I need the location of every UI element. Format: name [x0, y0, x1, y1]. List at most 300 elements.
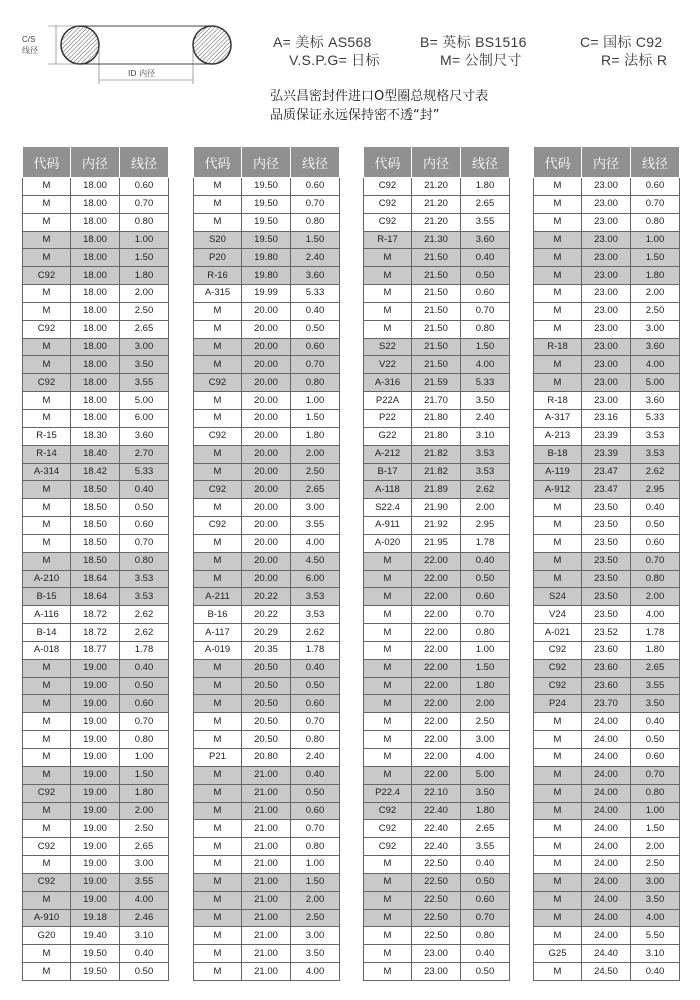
id-cell: 22.00	[412, 766, 461, 784]
table-row	[194, 374, 340, 392]
table-row	[23, 427, 169, 445]
id-cell: 21.92	[412, 517, 461, 535]
code-cell: A-211	[194, 588, 242, 606]
table-row	[534, 963, 680, 981]
id-cell: 19.00	[71, 873, 120, 891]
table-row	[194, 481, 340, 499]
table-row	[534, 695, 680, 713]
cs-cell: 1.80	[631, 267, 680, 285]
id-cell: 18.72	[71, 606, 120, 624]
table-row	[364, 838, 510, 856]
code-cell: M	[364, 749, 412, 767]
id-cell: 24.00	[582, 766, 631, 784]
cs-cell: 0.60	[291, 178, 340, 196]
code-cell: A-910	[23, 909, 71, 927]
id-cell: 18.00	[71, 178, 120, 196]
cs-cell: 2.00	[631, 588, 680, 606]
code-cell: M	[194, 534, 242, 552]
id-cell: 23.00	[582, 178, 631, 196]
table-row	[23, 267, 169, 285]
table-row	[194, 392, 340, 410]
id-cell: 24.00	[582, 784, 631, 802]
code-cell: M	[194, 463, 242, 481]
table-row	[194, 731, 340, 749]
code-cell: S20	[194, 231, 242, 249]
code-cell: M	[194, 677, 242, 695]
table-row	[364, 267, 510, 285]
cs-cell: 2.62	[631, 463, 680, 481]
table-row	[23, 356, 169, 374]
id-cell: 19.00	[71, 784, 120, 802]
cs-cell: 5.33	[631, 409, 680, 427]
cs-cell: 0.40	[120, 945, 169, 963]
cs-cell: 1.78	[631, 624, 680, 642]
table-row	[23, 766, 169, 784]
id-cell: 23.00	[582, 285, 631, 303]
column-header: 线径	[631, 147, 680, 178]
id-cell: 18.72	[71, 624, 120, 642]
table-row	[23, 392, 169, 410]
cs-cell: 3.00	[461, 731, 510, 749]
code-cell: M	[23, 891, 71, 909]
cs-cell: 5.00	[461, 766, 510, 784]
id-cell: 23.50	[582, 606, 631, 624]
code-cell: R-17	[364, 231, 412, 249]
cs-cell: 0.70	[291, 356, 340, 374]
table-row	[194, 231, 340, 249]
table-row	[534, 552, 680, 570]
code-cell: M	[364, 945, 412, 963]
cs-cell: 0.60	[631, 178, 680, 196]
id-cell: 20.22	[242, 606, 291, 624]
code-cell: M	[534, 213, 582, 231]
code-cell: M	[534, 195, 582, 213]
spec-table-1	[22, 146, 169, 981]
table-row	[364, 695, 510, 713]
cs-cell: 1.00	[291, 856, 340, 874]
cs-cell: 1.00	[120, 749, 169, 767]
cs-cell: 2.50	[631, 856, 680, 874]
table-row	[23, 820, 169, 838]
id-cell: 21.70	[412, 392, 461, 410]
id-cell: 22.00	[412, 606, 461, 624]
cs-cell: 3.55	[631, 677, 680, 695]
table-row	[194, 463, 340, 481]
code-cell: S22.4	[364, 499, 412, 517]
id-cell: 23.00	[582, 320, 631, 338]
id-cell: 20.00	[242, 320, 291, 338]
code-cell: C92	[534, 641, 582, 659]
table-row	[194, 909, 340, 927]
table-row	[23, 195, 169, 213]
code-cell: M	[194, 909, 242, 927]
table-row	[194, 445, 340, 463]
table-row	[534, 570, 680, 588]
table-row	[534, 802, 680, 820]
cs-cell: 0.70	[291, 195, 340, 213]
id-cell: 19.50	[242, 178, 291, 196]
cs-cell: 4.00	[291, 534, 340, 552]
table-row	[364, 749, 510, 767]
cs-cell: 1.50	[291, 231, 340, 249]
cs-cell: 0.50	[631, 731, 680, 749]
table-row	[364, 891, 510, 909]
code-cell: M	[23, 392, 71, 410]
id-cell: 24.00	[582, 802, 631, 820]
code-cell: C92	[364, 820, 412, 838]
code-cell: M	[364, 677, 412, 695]
id-cell: 22.40	[412, 802, 461, 820]
id-cell: 18.00	[71, 392, 120, 410]
cs-label: C/S	[22, 35, 36, 44]
id-cell: 18.00	[71, 285, 120, 303]
cs-cell: 1.80	[461, 178, 510, 196]
code-cell: M	[194, 409, 242, 427]
cs-cell: 3.10	[461, 427, 510, 445]
table-row	[534, 285, 680, 303]
id-cell: 21.00	[242, 766, 291, 784]
code-cell: M	[534, 873, 582, 891]
cs-cell: 0.50	[461, 963, 510, 981]
table-row	[23, 178, 169, 196]
table-row	[23, 285, 169, 303]
id-cell: 21.90	[412, 499, 461, 517]
id-cell: 19.00	[71, 677, 120, 695]
id-cell: 19.80	[242, 267, 291, 285]
id-cell: 21.59	[412, 374, 461, 392]
id-cell: 22.50	[412, 909, 461, 927]
code-cell: M	[194, 731, 242, 749]
id-cell: 24.00	[582, 820, 631, 838]
cs-cell: 2.40	[461, 409, 510, 427]
code-cell: S24	[534, 588, 582, 606]
code-cell: M	[194, 945, 242, 963]
code-cell: M	[194, 570, 242, 588]
id-cell: 20.00	[242, 463, 291, 481]
table-row	[23, 784, 169, 802]
id-cell: 18.40	[71, 445, 120, 463]
cs-cell: 5.33	[291, 285, 340, 303]
table-row	[364, 713, 510, 731]
table-row	[534, 499, 680, 517]
table-row	[364, 606, 510, 624]
id-cell: 22.00	[412, 695, 461, 713]
id-cell: 18.00	[71, 195, 120, 213]
cs-cell: 2.40	[291, 749, 340, 767]
code-cell: M	[364, 695, 412, 713]
id-cell: 22.50	[412, 891, 461, 909]
table-row	[534, 392, 680, 410]
cs-cell: 3.60	[631, 338, 680, 356]
code-cell: M	[534, 302, 582, 320]
code-cell: M	[23, 231, 71, 249]
table-row	[534, 517, 680, 535]
table-row	[194, 356, 340, 374]
subtitle-line1: 弘兴昌密封件进口O型圈总规格尺寸表	[270, 89, 489, 104]
cs-cell: 0.40	[631, 963, 680, 981]
code-cell: M	[194, 356, 242, 374]
table-row	[534, 463, 680, 481]
table-row	[364, 499, 510, 517]
table-row	[194, 802, 340, 820]
cs-cell: 2.00	[631, 285, 680, 303]
cs-cell: 0.40	[461, 945, 510, 963]
table-row	[23, 213, 169, 231]
id-cell: 21.00	[242, 856, 291, 874]
code-cell: M	[534, 374, 582, 392]
id-cell: 20.80	[242, 749, 291, 767]
table-row	[534, 659, 680, 677]
id-cell: 18.00	[71, 409, 120, 427]
code-cell: M	[364, 766, 412, 784]
id-cell: 19.80	[242, 249, 291, 267]
code-cell: M	[534, 784, 582, 802]
id-cell: 23.60	[582, 677, 631, 695]
id-cell: 21.00	[242, 963, 291, 981]
table-row	[23, 338, 169, 356]
id-cell: 23.50	[582, 517, 631, 535]
table-row	[364, 731, 510, 749]
code-cell: B-14	[23, 624, 71, 642]
code-cell: R-15	[23, 427, 71, 445]
table-row	[364, 909, 510, 927]
code-cell: M	[23, 249, 71, 267]
cs-cell: 2.50	[120, 302, 169, 320]
table-row	[534, 427, 680, 445]
table-row	[364, 641, 510, 659]
cs-cell: 3.50	[631, 695, 680, 713]
cs-cell: 0.80	[461, 320, 510, 338]
id-cell: 19.50	[71, 963, 120, 981]
table-row	[534, 445, 680, 463]
table-row	[23, 231, 169, 249]
table-header	[364, 147, 510, 178]
id-cell: 23.70	[582, 695, 631, 713]
id-cell: 23.00	[582, 213, 631, 231]
table-row	[194, 409, 340, 427]
code-cell: M	[23, 517, 71, 535]
id-cell: 21.50	[412, 320, 461, 338]
cs-cell: 3.00	[120, 856, 169, 874]
cs-cell: 0.70	[120, 713, 169, 731]
cs-cell: 4.00	[120, 891, 169, 909]
table-header	[534, 147, 680, 178]
id-cell: 24.00	[582, 838, 631, 856]
id-cell: 19.00	[71, 659, 120, 677]
code-cell: M	[534, 856, 582, 874]
code-cell: M	[194, 873, 242, 891]
code-cell: M	[23, 534, 71, 552]
cs-cell: 1.50	[120, 249, 169, 267]
id-cell: 24.40	[582, 945, 631, 963]
id-cell: 23.00	[582, 231, 631, 249]
table-row	[364, 338, 510, 356]
cs-cell: 3.53	[631, 427, 680, 445]
code-cell: V22	[364, 356, 412, 374]
cs-cell: 3.00	[291, 499, 340, 517]
table-row	[194, 320, 340, 338]
table-row	[194, 624, 340, 642]
id-cell: 20.00	[242, 552, 291, 570]
code-cell: M	[364, 249, 412, 267]
code-cell: M	[364, 659, 412, 677]
table-row	[364, 945, 510, 963]
code-cell: M	[194, 195, 242, 213]
column-header: 内径	[71, 147, 120, 178]
legend-r: R= 法标 R	[601, 52, 668, 68]
table-row	[534, 856, 680, 874]
code-cell: M	[364, 606, 412, 624]
table-row	[534, 909, 680, 927]
table-row	[534, 945, 680, 963]
id-cell: 21.50	[412, 267, 461, 285]
table-row	[194, 517, 340, 535]
cs-cell: 2.50	[461, 713, 510, 731]
cs-cell: 2.00	[120, 285, 169, 303]
cs-cell: 0.40	[461, 249, 510, 267]
code-cell: M	[23, 677, 71, 695]
table-row	[23, 856, 169, 874]
id-cell: 20.00	[242, 517, 291, 535]
code-cell: C92	[23, 873, 71, 891]
column-header: 线径	[461, 147, 510, 178]
code-cell: M	[364, 285, 412, 303]
id-cell: 24.00	[582, 856, 631, 874]
code-cell: M	[364, 891, 412, 909]
legend-c: C= 国标 C92	[580, 34, 663, 50]
id-cell: 21.80	[412, 427, 461, 445]
cs-cell: 0.70	[461, 606, 510, 624]
code-cell: M	[194, 178, 242, 196]
cs-cell: 1.80	[120, 267, 169, 285]
table-row	[364, 231, 510, 249]
cs-cell: 1.00	[120, 231, 169, 249]
id-cell: 20.00	[242, 338, 291, 356]
id-cell: 24.00	[582, 713, 631, 731]
cs-cell: 2.00	[461, 499, 510, 517]
table-row	[534, 641, 680, 659]
table-row	[23, 945, 169, 963]
table-row	[364, 213, 510, 231]
code-cell: M	[534, 731, 582, 749]
id-cell: 22.00	[412, 624, 461, 642]
code-cell: A-316	[364, 374, 412, 392]
table-row	[194, 695, 340, 713]
cs-cell: 0.70	[291, 713, 340, 731]
cs-cell: 3.55	[291, 517, 340, 535]
cs-cell: 0.60	[291, 695, 340, 713]
id-cell: 21.00	[242, 838, 291, 856]
id-cell: 20.00	[242, 570, 291, 588]
table-row	[23, 249, 169, 267]
table-row	[194, 927, 340, 945]
table-row	[534, 891, 680, 909]
table-row	[194, 427, 340, 445]
table-row	[23, 731, 169, 749]
table-row	[194, 963, 340, 981]
table-row	[23, 499, 169, 517]
id-cell: 23.00	[412, 963, 461, 981]
cs-cell: 2.46	[120, 909, 169, 927]
id-cell: 24.50	[582, 963, 631, 981]
table-row	[364, 249, 510, 267]
table-row	[364, 481, 510, 499]
table-row	[534, 356, 680, 374]
code-cell: M	[534, 891, 582, 909]
cs-cell: 0.80	[120, 213, 169, 231]
code-cell: M	[23, 552, 71, 570]
code-cell: M	[194, 338, 242, 356]
id-cell: 21.50	[412, 249, 461, 267]
code-cell: M	[534, 909, 582, 927]
id-cell: 23.60	[582, 641, 631, 659]
cs-cell: 3.50	[291, 945, 340, 963]
cs-cell: 0.40	[120, 659, 169, 677]
table-row	[364, 302, 510, 320]
code-cell: M	[194, 320, 242, 338]
cs-cell: 3.60	[631, 392, 680, 410]
code-cell: M	[534, 534, 582, 552]
column-header: 线径	[120, 147, 169, 178]
cs-cell: 1.50	[291, 409, 340, 427]
code-cell: P22A	[364, 392, 412, 410]
cs-cell: 0.60	[120, 695, 169, 713]
cs-cell: 1.78	[461, 534, 510, 552]
code-cell: R-16	[194, 267, 242, 285]
cs-cell: 0.80	[291, 731, 340, 749]
id-cell: 19.50	[242, 213, 291, 231]
cs-cell: 4.00	[631, 606, 680, 624]
id-cell: 19.00	[71, 731, 120, 749]
cs-cell: 3.00	[631, 320, 680, 338]
legend-b: B= 英标 BS1516	[420, 34, 527, 50]
id-cell: 22.00	[412, 659, 461, 677]
id-cell: 23.47	[582, 463, 631, 481]
code-cell: M	[534, 927, 582, 945]
code-cell: M	[23, 820, 71, 838]
table-row	[23, 517, 169, 535]
cs-cell: 0.80	[291, 213, 340, 231]
id-cell: 19.00	[71, 766, 120, 784]
id-cell: 22.00	[412, 588, 461, 606]
table-row	[23, 713, 169, 731]
table-row	[364, 624, 510, 642]
code-cell: M	[23, 713, 71, 731]
id-cell: 21.82	[412, 445, 461, 463]
cs-cell: 5.00	[120, 392, 169, 410]
cs-cell: 0.40	[461, 552, 510, 570]
cs-cell: 2.50	[120, 820, 169, 838]
cs-cell: 2.40	[291, 249, 340, 267]
table-row	[23, 374, 169, 392]
code-cell: M	[534, 766, 582, 784]
table-row	[194, 195, 340, 213]
id-cell: 22.50	[412, 873, 461, 891]
code-cell: M	[23, 659, 71, 677]
table-row	[534, 588, 680, 606]
table-row	[534, 838, 680, 856]
cs-cell: 2.95	[461, 517, 510, 535]
code-cell: M	[194, 302, 242, 320]
cs-cell: 1.50	[120, 766, 169, 784]
table-row	[194, 249, 340, 267]
code-cell: M	[23, 285, 71, 303]
cs-cell: 0.50	[120, 677, 169, 695]
cs-cell: 0.50	[120, 499, 169, 517]
id-cell: 23.50	[582, 534, 631, 552]
id-cell: 20.50	[242, 695, 291, 713]
code-cell: B-18	[534, 445, 582, 463]
